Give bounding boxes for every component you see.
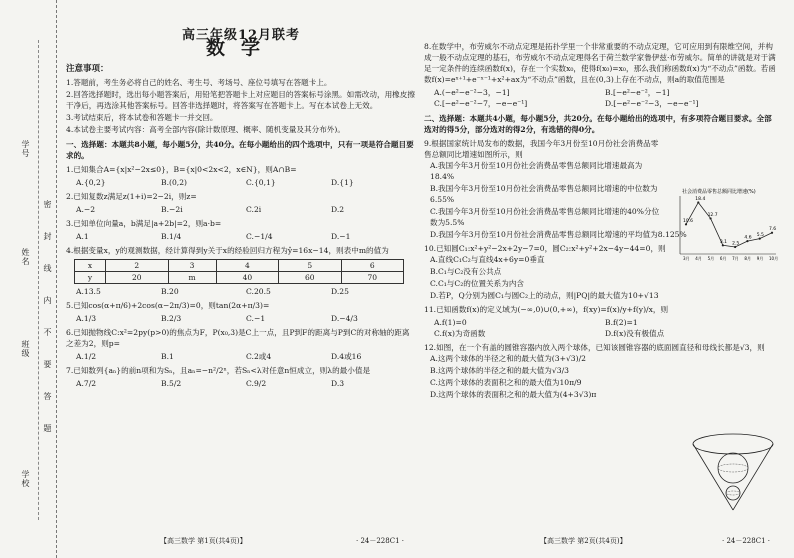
option: A.{0,2}	[76, 178, 106, 187]
question-stem: 2.已知复数z满足z(1+i)=2−2i，则z=	[66, 192, 197, 201]
notice-item: 2.回答选择题时，选出每小题答案后，用铅笔把答题卡上对应题目的答案标号涂黑。如需改动，用橡皮擦干净后，再选涂其他答案标号。回答非选择题时，将答案写在答题卡上。写在本试卷上无效。	[66, 90, 415, 110]
option: D.4或16	[331, 352, 362, 361]
footer-right: 【高三数学 第2页(共4页)】	[540, 537, 627, 545]
seal-char: 内	[43, 296, 52, 305]
notice-heading: 注意事项：	[66, 64, 109, 74]
notice-item: 1.答题前，考生务必将自己的姓名、考生号、考场号、座位号填写在答题卡上。	[66, 78, 332, 87]
question-6	[66, 327, 416, 362]
section-heading: 一、选择题：本题共8小题，每小题5分，共40分。在每小题给出的四个选项中，只有一项是符合题目要求的。	[66, 140, 414, 160]
option: C.f(x)为奇函数	[434, 329, 486, 338]
question-stem: 10.已知圆C₁:x²+y²−2x+2y−7=0，圆C₂:x²+y²+2x−4y−44=0，则	[424, 244, 666, 253]
option: B.5/2	[161, 379, 182, 388]
option: D.我国今年3月份至10月份社会消费品零售总额同比增速的平均值为8.125%	[430, 230, 687, 239]
option: A.1/3	[76, 314, 97, 323]
binding-label-name: 姓名	[21, 248, 30, 266]
option: A.1	[76, 232, 89, 241]
option: C.这两个球体的表面积之和的最大值为10π/9	[430, 378, 582, 387]
binding-label-school: 学校	[21, 470, 30, 488]
question-3	[66, 218, 416, 242]
option: D.[−e²−e⁻²−3，−e−e⁻¹]	[605, 99, 699, 108]
option: C.[−e²−e⁻²−7，−e−e⁻¹]	[434, 99, 528, 108]
option: B.我国今年3月份至10月份社会消费品零售总额同比增速的中位数为6.55%	[430, 184, 658, 204]
binding-label-id: 学号	[21, 140, 30, 158]
question-stem: 11.已知函数f(x)的定义域为(−∞,0)∪(0,+∞)，f(xy)=f(x)/y+f(y)/x，则	[424, 305, 669, 314]
large-sphere-equator	[718, 464, 748, 472]
option: A.1/2	[76, 352, 97, 361]
option: B.这两个球体的半径之和的最大值为√3/3	[430, 366, 569, 375]
table-row	[75, 272, 404, 284]
option: B.−2i	[161, 205, 183, 214]
table-cell: 2	[106, 260, 168, 272]
option: B.C₁与C₂没有公共点	[430, 267, 502, 276]
option: B.[−e²−e⁻²，−1]	[605, 88, 670, 97]
chart-title: 社会消费品零售总额同比增速(%)	[682, 189, 756, 195]
table-cell: 6	[341, 260, 404, 272]
option: D.这两个球体的表面积之和的最大值为(4+3√3)π	[430, 390, 597, 399]
chart-data-label: 4.6	[744, 235, 752, 241]
option: A.f(1)=0	[434, 318, 467, 327]
option: C.−1/4	[246, 232, 273, 241]
binding-label-class: 班级	[21, 340, 30, 358]
option: A.13.5	[76, 287, 101, 296]
question-4	[66, 245, 416, 297]
option: D.−4/3	[331, 314, 358, 323]
seal-char: 密	[43, 200, 52, 209]
table-cell: 4	[216, 260, 278, 272]
option: B.(0,2)	[161, 178, 187, 187]
table-cell: 40	[216, 272, 278, 284]
seal-char: 不	[43, 328, 52, 337]
question-2	[66, 191, 416, 215]
option: C.2i	[246, 205, 262, 214]
question-stem: 4.根据变量x，y的观测数据，经计算得到y关于x的经验回归方程为ŷ=16x−14，则表中m的值为	[66, 246, 389, 255]
seal-char: 线	[43, 264, 52, 273]
seal-line	[38, 40, 39, 520]
option: B.2/3	[161, 314, 182, 323]
chart-data-label: 3.1	[719, 239, 728, 245]
question-stem: 3.已知单位向量a，b满足|a+2b|=2，则a·b=	[66, 219, 222, 228]
chart-data-label: 10.6	[683, 218, 694, 224]
seal-char: 题	[43, 424, 52, 433]
option: D.若P，Q分别为圆C₁与圆C₂上的动点，则|PQ|的最大值为10+√13	[430, 291, 659, 300]
seal-char: 答	[43, 392, 52, 401]
section-heading: 二、选择题：本题共4小题，每小题5分，共20分。在每小题给出的选项中，有多项符合题目要求。全部选对的得5分，部分选对的得2分，有选错的得0分。	[424, 114, 772, 134]
table-cell: y	[75, 272, 106, 284]
chart-x-tick-label: 7月	[732, 256, 739, 261]
chart-series-line	[686, 202, 772, 247]
chart-x-tick-label: 3月	[683, 256, 690, 261]
table-cell: x	[75, 260, 106, 272]
option: A.这两个球体的半径之和的最大值为(3+√3)/2	[430, 354, 586, 363]
option: C.−1	[246, 314, 266, 323]
binding-margin	[0, 0, 57, 558]
table-cell: 60	[279, 272, 341, 284]
option: D.3	[331, 379, 345, 388]
option: D.{1}	[331, 178, 354, 187]
left-column	[66, 30, 416, 389]
question-stem: 8.在数学中，布劳威尔不动点定理是拓扑学里一个非常重要的不动点定理，它可应用到有限维空间，并构成一般不动点定理的基石，布劳威尔不动点定理得名于荷兰数学家鲁伊兹·布劳威尔。简单的讲就是对于满足一定条件的连续函数f(x)，存在一个实数x₀，使得f(x₀)=x₀，那么我们称函数f(x)为“不动点”函数。若函数f(x)=eˣ⁺¹+e⁻ˣ⁻¹+x²+ax为“不动点”函数，且在(0,3)上存在不动点，则a的取值范围是	[424, 42, 776, 84]
option: A.(−e²−e⁻²−3，−1]	[434, 88, 510, 97]
question-stem: 5.已知cos(α+π/6)+2cos(α−2π/3)=0，则tan(2α+π/3)=	[66, 301, 270, 310]
chart-data-label: 5.5	[756, 233, 764, 239]
question-stem: 12.如图，在一个有盖的圆锥容器内放入两个球体，已知该圆锥容器的底面圆直径和母线长都是√3，则	[424, 343, 765, 352]
chart-data-label: 7.6	[769, 227, 777, 233]
small-sphere-equator	[726, 491, 740, 495]
chart-x-tick-label: 9月	[756, 256, 764, 261]
notice-item: 3.考试结束后，将本试卷和答题卡一并交回。	[66, 113, 218, 122]
option: C.我国今年3月份至10月份社会消费品零售总额同比增速的40%分位数为5.5%	[430, 207, 660, 227]
notice-item: 4.本试卷主要考试内容：高考全部内容(除计数原理、概率、随机变量及其分布外)。	[66, 125, 345, 134]
small-sphere	[726, 486, 740, 500]
option: C.{0,1}	[246, 178, 276, 187]
option: A.我国今年3月份至10月份社会消费品零售总额同比增速最高为18.4%	[430, 161, 643, 181]
footer-right-code: · 24－228C1 ·	[722, 537, 770, 545]
option: A.7/2	[76, 379, 97, 388]
chart-x-tick-label: 10月	[769, 256, 779, 261]
seal-char: 要	[43, 360, 52, 369]
question-7	[66, 365, 416, 389]
chart-data-label: 12.7	[707, 212, 718, 218]
table-row	[75, 260, 404, 272]
option: D.f(x)没有极值点	[605, 329, 665, 338]
data-table	[74, 259, 404, 284]
chart-data-label: 18.4	[695, 196, 706, 202]
chart-x-tick-label: 8月	[744, 256, 751, 261]
option: C.20.5	[246, 287, 271, 296]
table-cell: 20	[106, 272, 168, 284]
footer-left: 【高三数学 第1页(共4页)】	[160, 537, 247, 545]
question-stem: 7.已知数列{aₙ}的前n项和为Sₙ，且aₙ=−n²/2ⁿ，若Sₙ<λ对任意n恒成立，则λ的最小值是	[66, 366, 371, 375]
option: A.−2	[76, 205, 96, 214]
exam-title: 高三年级12月联考	[181, 28, 301, 43]
question-5	[66, 300, 416, 324]
chart-x-tick-label: 5月	[707, 256, 715, 261]
question-stem: 1.已知集合A={x|x²−2x≤0}，B={x|0<2x<2，x∈N}，则A∩B=	[66, 165, 297, 174]
table-cell: 3	[168, 260, 216, 272]
table-cell: m	[168, 272, 216, 284]
footer-left-code: · 24－228C1 ·	[356, 537, 404, 545]
option: B.f(2)=1	[605, 318, 638, 327]
question-stem: 9.根据国家统计局发布的数据，我国今年3月份至10月份社会消费品零售总额同比增速如图所示，则	[424, 139, 659, 159]
option: B.1	[161, 352, 174, 361]
cone-base-ellipse	[693, 434, 773, 454]
question-9	[424, 138, 664, 228]
subject-title: 数学	[205, 37, 276, 59]
chart-x-tick-label: 4月	[695, 256, 702, 261]
question-11	[424, 304, 776, 339]
seal-char: 封	[43, 232, 52, 241]
question-stem: 6.已知抛物线C:x²=2py(p>0)的焦点为F，P(x₀,3)是C上一点，且P到F的距离与P到C的对称轴的距离之差为2，则p=	[66, 328, 410, 348]
table-cell: 5	[279, 260, 341, 272]
option: D.−1	[331, 232, 351, 241]
chart-x-tick-label: 6月	[719, 256, 727, 261]
option: C.C₁与C₂的位置关系为内含	[430, 279, 525, 288]
question-12	[424, 342, 765, 400]
option: B.1/4	[161, 232, 182, 241]
option: C.2或4	[246, 352, 272, 361]
question-1	[66, 164, 416, 188]
chart-data-label: 2.5	[732, 241, 740, 247]
q9-growth-chart	[668, 186, 780, 264]
option: B.20	[161, 287, 179, 296]
q12-cone-figure	[688, 430, 778, 514]
option: D.2	[331, 205, 345, 214]
table-cell: 70	[341, 272, 404, 284]
question-8	[424, 41, 776, 109]
option: C.9/2	[246, 379, 267, 388]
option: A.直线C₁C₂与直线4x+6y=0垂直	[430, 255, 545, 264]
option: D.25	[331, 287, 349, 296]
large-sphere	[718, 453, 748, 483]
